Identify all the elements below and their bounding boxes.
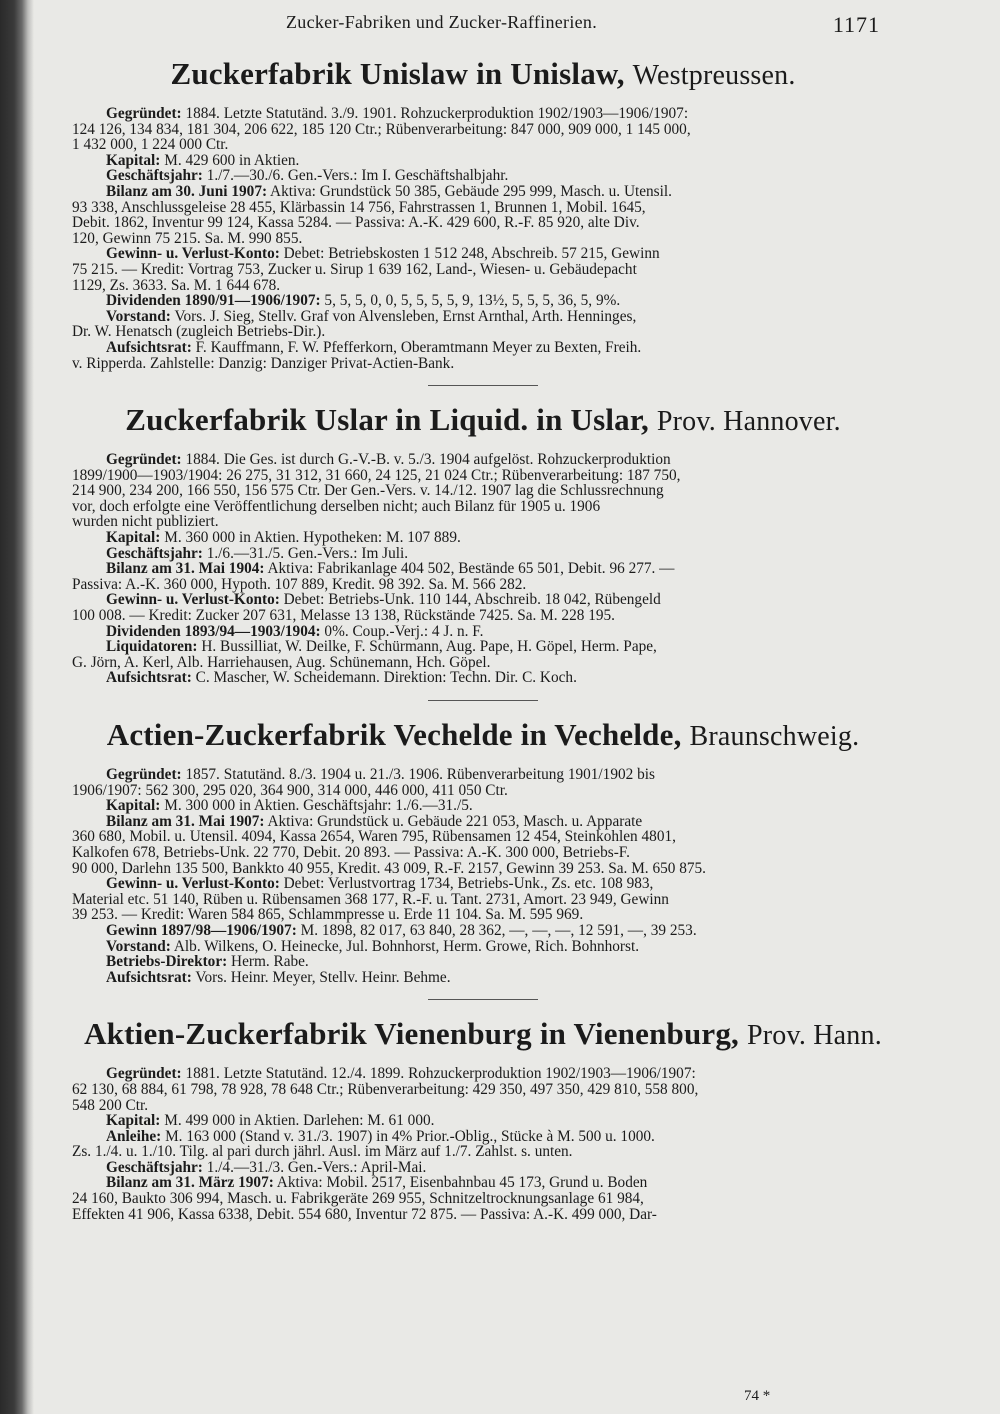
entry-line — [72, 278, 894, 294]
field-text: M. 1898, 82 017, 63 840, 28 362, —, —, —, 12 591, —, 39 253. — [296, 921, 697, 939]
field-text: 1899/1900—1903/1904: 26 275, 31 312, 31 660, 24 125, 21 024 Ctr.; Rübenverarbeitung: 187 750, — [72, 466, 681, 484]
field-label: Gewinn- u. Verlust-Konto: — [106, 245, 280, 263]
field-label: Bilanz am 31. März 1907: — [106, 1174, 274, 1192]
entry-line — [72, 137, 894, 153]
field-label: Geschäftsjahr: — [106, 544, 203, 562]
entry-title-region: Prov. Hannover. — [656, 406, 841, 438]
field-label: Kapital: — [106, 1112, 161, 1130]
entry-line — [72, 861, 894, 877]
field-text: Material etc. 51 140, Rüben u. Rübensamen 368 177, R.-F. u. Tant. 2731, Amort. 23 949, Gewinn — [72, 890, 669, 908]
field-text: 214 900, 234 200, 166 550, 156 575 Ctr. Der Gen.-Vers. v. 14./12. 1907 lag die Schlussrechnung — [72, 482, 664, 500]
entry-line — [72, 876, 894, 892]
field-label: Aufsichtsrat: — [106, 338, 192, 356]
running-head — [72, 0, 894, 40]
entry-title-main: Zuckerfabrik Unislaw in Unislaw, — [170, 56, 633, 91]
entry-line — [72, 1066, 894, 1082]
entry-line — [72, 468, 894, 484]
field-text: 1./4.—31./3. Gen.-Vers.: April-Mai. — [202, 1158, 427, 1176]
entry-line — [72, 483, 894, 499]
field-label: Bilanz am 31. Mai 1907: — [106, 812, 265, 830]
field-label: Aufsichtsrat: — [106, 669, 192, 687]
entry-line — [72, 1098, 894, 1114]
field-text: Herm. Rabe. — [227, 953, 309, 971]
field-text: Debet: Betriebs-Unk. 110 144, Abschreib. 18 042, Rübengeld — [279, 591, 661, 609]
entry-line — [72, 293, 894, 309]
book-gutter-shadow — [0, 0, 34, 1414]
entry-line — [72, 954, 894, 970]
entry-line — [72, 814, 894, 830]
entry-line — [72, 231, 894, 247]
entry-title — [72, 56, 894, 94]
field-text: G. Jörn, A. Kerl, Alb. Harriehausen, Aug. Schünemann, Hch. Göpel. — [72, 653, 491, 671]
entry-title-region: Westpreussen. — [632, 60, 796, 91]
field-text: 1 432 000, 1 224 000 Ctr. — [72, 136, 229, 154]
field-label: Kapital: — [106, 529, 161, 547]
entry-line — [72, 184, 894, 200]
field-text: 1129, Zs. 3633. Sa. M. 1 644 678. — [72, 276, 281, 294]
field-text: vor, doch erfolgte eine Veröffentlichung derselben nicht; auch Bilanz für 1905 u. 1906 — [72, 497, 601, 515]
field-label: Gewinn 1897/98—1906/1907: — [106, 921, 297, 939]
entry-title — [72, 1016, 894, 1054]
entry-title-main: Zuckerfabrik Uslar in Liquid. in Uslar, — [125, 402, 657, 438]
field-text: Kalkofen 678, Betriebs-Unk. 22 770, Debit. 20 893. — Passiva: A.-K. 300 000, Betriebs-F. — [72, 843, 630, 861]
field-text: M. 360 000 in Aktien. Hypotheken: M. 107 889. — [160, 529, 461, 547]
entry-line — [72, 1144, 894, 1160]
field-text: 120, Gewinn 75 215. Sa. M. 990 855. — [72, 229, 303, 247]
field-text: Vors. Heinr. Meyer, Stellv. Heinr. Behme. — [191, 968, 451, 986]
field-text: 93 338, Anschlussgeleise 28 455, Klärbassin 14 756, Fahrstrassen 1, Brunnen 1, Mobil. 1645, — [72, 198, 646, 216]
field-text: 39 253. — Kredit: Waren 584 865, Schlammpresse u. Erde 11 104. Sa. M. 595 969. — [72, 906, 584, 924]
field-text: Vors. J. Sieg, Stellv. Graf von Alvensleben, Ernst Arnthal, Arth. Henninges, — [170, 307, 637, 325]
field-text: 62 130, 68 884, 61 798, 78 928, 78 648 Ctr.; Rübenverarbeitung: 429 350, 497 350, 429 810, 558 800, — [72, 1080, 699, 1098]
entry-line — [72, 153, 894, 169]
field-text: Dr. W. Henatsch (zugleich Betriebs-Dir.). — [72, 323, 326, 341]
field-label: Gegründet: — [106, 105, 182, 122]
entry-title — [72, 717, 894, 755]
entry-line — [72, 1175, 894, 1191]
field-label: Gegründet: — [106, 766, 182, 783]
entry-line — [72, 608, 894, 624]
field-text: 1906/1907: 562 300, 295 020, 364 900, 314 000, 446 000, 411 050 Ctr. — [72, 781, 508, 799]
field-text: 24 160, Baukto 306 994, Masch. u. Fabrikgeräte 269 955, Schnitzeltrocknungsanlage 61 984, — [72, 1190, 644, 1208]
field-label: Dividenden 1893/94—1903/1904: — [106, 622, 321, 640]
entry-line — [72, 546, 894, 562]
field-text: 1./6.—31./5. Gen.-Vers.: Im Juli. — [202, 544, 409, 562]
field-text: Aktiva: Grundstück u. Gebäude 221 053, Masch. u. Apparate — [264, 812, 643, 830]
entry-line — [72, 783, 894, 799]
entry-line — [72, 1113, 894, 1129]
field-label: Gewinn- u. Verlust-Konto: — [106, 875, 280, 893]
field-text: 1857. Statutänd. 8./3. 1904 u. 21./3. 1906. Rübenverarbeitung 1901/1902 bis — [181, 766, 655, 783]
field-label: Gegründet: — [106, 1065, 182, 1083]
field-label: Bilanz am 31. Mai 1904: — [106, 560, 265, 578]
entry-line — [72, 1082, 894, 1098]
field-label: Vorstand: — [106, 307, 171, 325]
entry-title — [72, 402, 894, 440]
entry-line — [72, 514, 894, 530]
company-entry — [72, 717, 894, 985]
entry-line — [72, 923, 894, 939]
entry-line — [72, 767, 894, 783]
entry-line — [72, 309, 894, 325]
field-text: 1881. Letzte Statutänd. 12./4. 1899. Rohzuckerproduktion 1902/1903—1906/1907: — [181, 1065, 696, 1083]
field-label: Anleihe: — [106, 1127, 162, 1145]
field-label: Liquidatoren: — [106, 638, 198, 656]
entry-line — [72, 262, 894, 278]
entry-separator — [428, 999, 538, 1000]
field-text: 548 200 Ctr. — [72, 1096, 149, 1114]
entry-line — [72, 530, 894, 546]
entry-line — [72, 829, 894, 845]
field-text: 360 680, Mobil. u. Utensil. 4094, Kassa 2654, Waren 795, Rübensamen 12 454, Steinkohlen 4801, — [72, 828, 676, 846]
entry-line — [72, 639, 894, 655]
field-text: 1884. Letzte Statutänd. 3./9. 1901. Rohzuckerproduktion 1902/1903—1906/1907: — [181, 105, 689, 122]
entry-line — [72, 168, 894, 184]
field-text: Aktiva: Grundstück 50 385, Gebäude 295 999, Masch. u. Utensil. — [267, 182, 672, 200]
running-title: Zucker-Fabriken und Zucker-Raffinerien. — [286, 12, 598, 32]
entry-line — [72, 939, 894, 955]
entry-title-region: Prov. Hann. — [746, 1020, 882, 1052]
field-label: Vorstand: — [106, 937, 171, 955]
entry-line — [72, 561, 894, 577]
entries-list — [72, 56, 894, 1222]
field-text: C. Mascher, W. Scheidemann. Direktion: Techn. Dir. C. Koch. — [191, 669, 577, 687]
field-text: Debet: Betriebskosten 1 512 248, Abschreib. 57 215, Gewinn — [279, 245, 660, 263]
page-number: 1171 — [832, 12, 880, 37]
field-text: Passiva: A.-K. 360 000, Hypoth. 107 889, Kredit. 98 392. Sa. M. 566 282. — [72, 575, 527, 593]
field-text: F. Kauffmann, F. W. Pfefferkorn, Oberamtmann Meyer zu Bexten, Freih. — [191, 338, 642, 356]
printer-signature: 74 * — [744, 1388, 771, 1404]
field-text: 1884. Die Ges. ist durch G.-V.-B. v. 5./3. 1904 aufgelöst. Rohzuckerproduktion — [181, 451, 671, 469]
entry-line — [72, 215, 894, 231]
entry-title-main: Actien-Zuckerfabrik Vechelde in Vechelde, — [106, 717, 690, 752]
entry-line — [72, 106, 894, 122]
field-text: M. 429 600 in Aktien. — [160, 151, 300, 169]
entry-line — [72, 970, 894, 986]
entry-separator — [428, 385, 538, 386]
field-text: M. 499 000 in Aktien. Darlehen: M. 61 000. — [160, 1112, 435, 1130]
field-text: 124 126, 134 834, 181 304, 206 622, 185 120 Ctr.; Rübenverarbeitung: 847 000, 909 000, 1 145 000, — [72, 120, 691, 138]
entry-line — [72, 452, 894, 468]
field-label: Betriebs-Direktor: — [106, 953, 228, 971]
field-text: Debet: Verlustvortrag 1734, Betriebs-Unk., Zs. etc. 108 983, — [279, 875, 654, 893]
entry-line — [72, 356, 894, 372]
entry-line — [72, 499, 894, 515]
field-text: M. 163 000 (Stand v. 31./3. 1907) in 4% Prior.-Oblig., Stücke à M. 500 u. 1000. — [161, 1127, 655, 1145]
entry-line — [72, 200, 894, 216]
field-label: Dividenden 1890/91—1906/1907: — [106, 292, 321, 310]
field-text: 100 008. — Kredit: Zucker 207 631, Melasse 13 138, Rückstände 7425. Sa. M. 228 195. — [72, 607, 615, 625]
entry-line — [72, 324, 894, 340]
field-label: Gegründet: — [106, 451, 182, 469]
field-text: 75 215. — Kredit: Vortrag 753, Zucker u. Sirup 1 639 162, Land-, Wiesen- u. Gebäudepacht — [72, 260, 637, 278]
company-entry — [72, 56, 894, 371]
entry-separator — [428, 700, 538, 701]
field-text: 1./7.—30./6. Gen.-Vers.: Im I. Geschäftshalbjahr. — [202, 167, 509, 185]
entry-line — [72, 1129, 894, 1145]
entry-line — [72, 577, 894, 593]
entry-line — [72, 246, 894, 262]
field-text: 90 000, Darlehn 135 500, Bankkto 40 955, Kredit. 43 009, R.-F. 2157, Gewinn 39 253. Sa. M. 650 875. — [72, 859, 706, 877]
field-label: Bilanz am 30. Juni 1907: — [106, 182, 268, 200]
entry-line — [72, 340, 894, 356]
company-entry — [72, 1016, 894, 1222]
entry-title-main: Aktien-Zuckerfabrik Vienenburg in Vienenburg, — [84, 1016, 747, 1052]
field-text: M. 300 000 in Aktien. Geschäftsjahr: 1./6.—31./5. — [160, 797, 473, 815]
field-label: Kapital: — [106, 797, 161, 815]
entry-line — [72, 655, 894, 671]
field-text: v. Ripperda. Zahlstelle: Danzig: Danziger Privat-Actien-Bank. — [72, 354, 455, 372]
field-label: Geschäftsjahr: — [106, 1158, 203, 1176]
field-text: 0%. Coup.-Verj.: 4 J. n. F. — [320, 622, 484, 640]
entry-line — [72, 1160, 894, 1176]
company-entry — [72, 402, 894, 686]
entry-line — [72, 892, 894, 908]
entry-line — [72, 624, 894, 640]
entry-line — [72, 907, 894, 923]
entry-line — [72, 122, 894, 138]
entry-line — [72, 845, 894, 861]
field-text: Aktiva: Fabrikanlage 404 502, Bestände 65 501, Debit. 96 277. — — [264, 560, 675, 578]
field-label: Aufsichtsrat: — [106, 968, 192, 986]
field-label: Geschäftsjahr: — [106, 167, 203, 185]
field-text: wurden nicht publiziert. — [72, 513, 219, 531]
field-text: Aktiva: Mobil. 2517, Eisenbahnbau 45 173, Grund u. Boden — [273, 1174, 648, 1192]
field-text: Debit. 1862, Inventur 99 124, Kassa 5284. — Passiva: A.-K. 429 600, R.-F. 85 920, alte Div. — [72, 214, 640, 232]
field-label: Gewinn- u. Verlust-Konto: — [106, 591, 280, 609]
entry-title-region: Braunschweig. — [689, 721, 860, 752]
field-text: Zs. 1./4. u. 1./10. Tilg. al pari durch jährl. Ausl. im März auf 1./7. Zahlst. s. unten. — [72, 1143, 573, 1161]
field-text: Alb. Wilkens, O. Heinecke, Jul. Bohnhorst, Herm. Growe, Rich. Bohnhorst. — [170, 937, 640, 955]
field-text: 5, 5, 5, 0, 0, 5, 5, 5, 5, 9, 13½, 5, 5, 5, 36, 5, 9%. — [320, 292, 621, 310]
entry-line — [72, 798, 894, 814]
field-label: Kapital: — [106, 151, 161, 169]
field-text: Effekten 41 906, Kassa 6338, Debit. 554 680, Inventur 72 875. — Passiva: A.-K. 499 000, Dar- — [72, 1205, 657, 1223]
entry-line — [72, 592, 894, 608]
page-content — [72, 0, 894, 1222]
entry-line — [72, 670, 894, 686]
field-text: H. Bussilliat, W. Deilke, F. Schürmann, Aug. Pape, H. Göpel, Herm. Pape, — [197, 638, 657, 656]
entry-line — [72, 1191, 894, 1207]
entry-line — [72, 1207, 894, 1223]
